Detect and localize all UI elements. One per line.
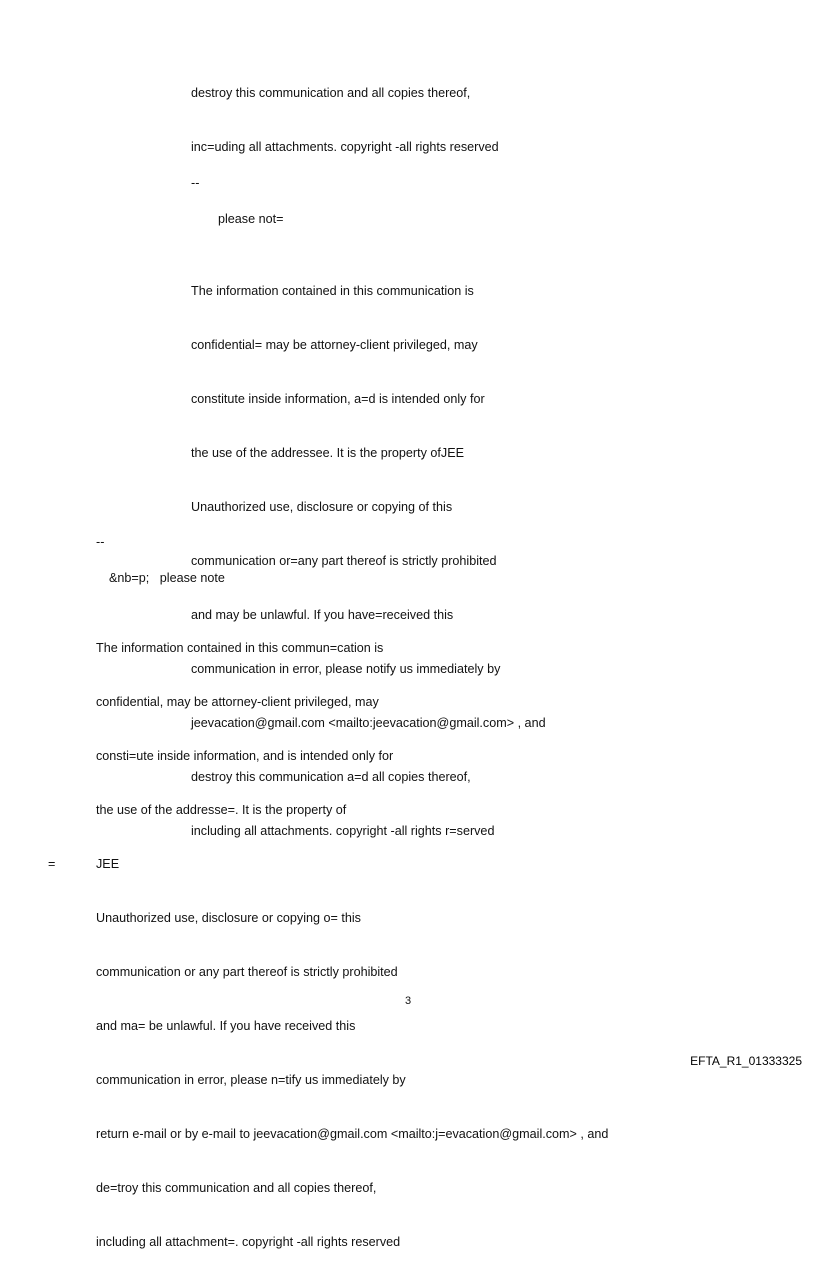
text-line: destroy this communication and all copies thereof, [191,86,471,100]
text-line: and ma= be unlawful. If you have received this [96,1019,356,1033]
separator: -- [96,535,105,549]
text-line: confidential, may be attorney-client privileged, may [96,695,379,709]
text-line: confidential= may be attorney-client privileged, may [191,338,478,352]
document-id: EFTA_R1_01333325 [690,1054,802,1068]
text-line: JEE [96,857,120,871]
trailing-equals-mark: = [48,857,56,871]
text-line: including all attachment=. copyright -all rights reserved [96,1235,401,1249]
email-line: return e-mail or by e-mail to jeevacation@gmail.com <mailto:j=evacation@gmail.com> , and [96,1127,609,1141]
text-line: and may be unlawful. If you have=received this [191,608,454,622]
text-line: de=troy this communication and all copies thereof, [96,1181,377,1195]
text-line: consti=ute inside information, and is intended only for [96,749,394,763]
greeting: &nb=p; please note [109,571,225,585]
text-line: including all attachments. copyright -all rights r=served [191,824,495,838]
text-line: The information contained in this commun=cation is [96,641,384,655]
text-line: The information contained in this communication is [191,284,474,298]
text-line: constitute inside information, a=d is intended only for [191,392,485,406]
text-line: communication or=any part thereof is strictly prohibited [191,554,497,568]
email-line: jeevacation@gmail.com <mailto:jeevacation@gmail.com> , and [191,716,546,730]
top-disclaimer-fragment [191,48,499,174]
text-line: communication in error, please n=tify us immediately by [96,1073,406,1087]
greeting: please not= [218,212,284,226]
text-line: Unauthorized use, disclosure or copying of this [191,500,453,514]
text-line: destroy this communication a=d all copies thereof, [191,770,471,784]
text-line: the use of the addressee. It is the property ofJEE [191,446,465,460]
text-line: inc=uding all attachments. copyright -all rights reserved [191,140,499,154]
text-line: communication or any part thereof is strictly prohibited [96,965,398,979]
text-line: the use of the addresse=. It is the property of [96,803,347,817]
disclaimer-third [96,603,608,1269]
page-number: 3 [404,995,412,1007]
text-line: communication in error, please notify us immediately by [191,662,501,676]
separator: -- [191,176,200,190]
text-line: Unauthorized use, disclosure or copying o= this [96,911,361,925]
